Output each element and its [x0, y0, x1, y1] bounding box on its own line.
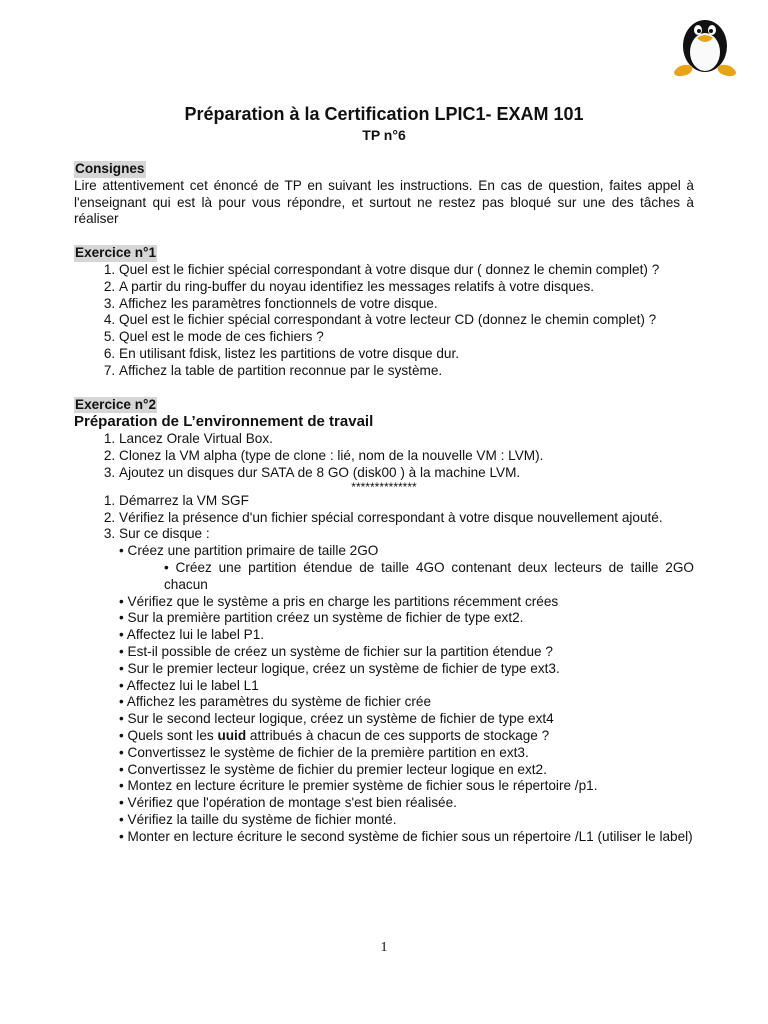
bullet-item: • Créez une partition primaire de taille 2GO: [119, 543, 379, 559]
bullet-item-text: • Créez une partition étendue de taille 4GO contenant deux lecteurs de taille 2GO chacun: [164, 559, 694, 592]
bullet-item: • Est-il possible de créez un système de fichier sur la partition étendue ?: [119, 643, 553, 659]
bullet-item-uuid: [119, 728, 694, 745]
bullet-item: • Sur le second lecteur logique, créez un système de fichier de type ext4: [119, 711, 554, 727]
document-body: [74, 161, 694, 845]
consignes-text: Lire attentivement cet énoncé de TP en suivant les instructions. En cas de question, faites appel à l'enseignant qui est là pour vous répondre, et surtout ne restez pas bloqué sur une des tâches à réaliser: [74, 177, 694, 227]
document-title: Préparation à la Certification LPIC1- EXAM 101: [184, 104, 584, 124]
bullet-item: [74, 560, 694, 594]
bullet-item: • Monter en lecture écriture le second système de fichier sous un répertoire /L1 (utiliser le label): [119, 828, 693, 844]
consignes-heading: Consignes: [75, 161, 145, 176]
bullet-item: • Sur la première partition créez un système de fichier de type ext2.: [119, 610, 524, 626]
bullet-item: • Convertissez le système de fichier du premier lecteur logique en ext2.: [119, 761, 547, 777]
separator: **************: [351, 479, 417, 494]
bullet-item: • Convertissez le système de fichier de la première partition en ext3.: [119, 744, 529, 760]
exercice2-list-b: [74, 493, 694, 543]
page-number: 1: [380, 940, 388, 955]
bullet-item: • Affectez lui le label L1: [119, 677, 259, 693]
exercice2-section-title: Préparation de L’environnement de travail: [74, 413, 374, 431]
bullet-item: • Vérifiez que le système a pris en charge les partitions récemment crées: [119, 593, 559, 609]
bullet-item: • Sur le premier lecteur logique, créez un système de fichier de type ext3.: [119, 660, 560, 676]
list-item: 4. Quel est le fichier spécial correspondant à votre lecteur CD (donnez le chemin complet) ?: [119, 312, 694, 329]
list-item: 2. A partir du ring-buffer du noyau identifiez les messages relatifs à votre disques.: [119, 279, 694, 296]
bullet-item: • Vérifiez que l'opération de montage s'est bien réalisée.: [119, 795, 457, 811]
tux-penguin-icon: [652, 8, 758, 78]
bullet-bold-text: uuid: [217, 727, 247, 743]
exercice2-heading: Exercice n°2: [75, 396, 157, 412]
exercice1-list: [74, 262, 694, 380]
bullet-text: attribués à chacun de ces supports de stockage ?: [246, 727, 550, 743]
exercice2-list-a: [74, 431, 694, 481]
bullet-text: • Quels sont les: [119, 727, 218, 743]
disk-tasks-list: [74, 543, 694, 845]
list-item: 1. Lancez Orale Virtual Box.: [119, 431, 694, 448]
list-item: 1. Quel est le fichier spécial correspondant à votre disque dur ( donnez le chemin complet) ?: [119, 262, 694, 279]
list-item: 3. Ajoutez un disques dur SATA de 8 GO (disk00 ) à la machine LVM.: [119, 465, 694, 482]
list-item: 3. Affichez les paramètres fonctionnels de votre disque.: [119, 296, 694, 313]
bullet-item: • Affectez lui le label P1.: [119, 627, 265, 643]
list-item: 7. Affichez la table de partition reconnue par le système.: [119, 363, 694, 380]
bullet-item: • Affichez les paramètres du système de fichier crée: [119, 694, 432, 710]
document-subtitle: TP n°6: [362, 127, 406, 143]
exercice1-heading: Exercice n°1: [75, 245, 157, 261]
bullet-item: • Montez en lecture écriture le premier système de fichier sous le répertoire /p1.: [119, 778, 598, 794]
list-item: 5. Quel est le mode de ces fichiers ?: [119, 329, 694, 346]
list-item: 2. Clonez la VM alpha (type de clone : lié, nom de la nouvelle VM : LVM).: [119, 448, 694, 465]
list-item: 6. En utilisant fdisk, listez les partitions de votre disque dur.: [119, 346, 694, 363]
list-item: 2. Vérifiez la présence d'un fichier spécial correspondant à votre disque nouvellement ajouté.: [119, 510, 694, 527]
list-item: 1. Démarrez la VM SGF: [119, 493, 694, 510]
list-item: 3. Sur ce disque :: [119, 526, 694, 543]
bullet-item: • Vérifiez la taille du système de fichier monté.: [119, 811, 397, 827]
